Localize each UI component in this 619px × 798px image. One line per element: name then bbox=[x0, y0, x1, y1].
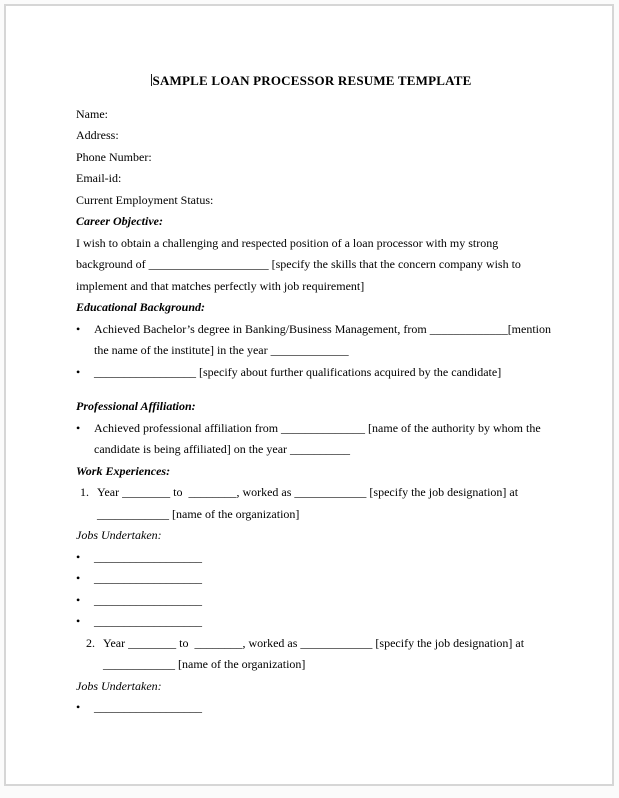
career-objective-line-2: background of ____________________ [specify the skills that the concern company wish to bbox=[76, 257, 521, 271]
list-item bbox=[76, 697, 546, 719]
affiliation-bullet-line-2: candidate is being affiliated] on the year __________ bbox=[94, 442, 351, 456]
bullet-icon: • bbox=[76, 420, 81, 435]
list-item bbox=[76, 319, 552, 362]
education-bullet-line-1: Achieved Bachelor’s degree in Banking/Business Management, from _____________[mention bbox=[94, 321, 552, 336]
list-item bbox=[76, 590, 546, 612]
list-item bbox=[76, 611, 546, 633]
work-item2-line-2: ____________ [name of the organization] bbox=[103, 657, 306, 671]
education-bullet2-line-1: _________________ [specify about further qualifications acquired by the candidate] bbox=[94, 364, 502, 379]
section-heading-professional-affiliation: Professional Affiliation: bbox=[76, 399, 196, 413]
bullet-icon: • bbox=[76, 592, 81, 607]
field-name-label: Name: bbox=[76, 106, 108, 121]
field-phone-label: Phone Number: bbox=[76, 149, 152, 164]
bullet-icon: • bbox=[76, 549, 81, 564]
jobs-undertaken-heading-1: Jobs Undertaken: bbox=[76, 528, 162, 542]
field-address-label: Address: bbox=[76, 128, 119, 142]
blank-paragraph-spacer bbox=[76, 383, 546, 396]
bullet-icon: • bbox=[76, 700, 81, 714]
affiliation-bullet-line-1: Achieved professional affiliation from ______________ [name of the authority by whom the bbox=[94, 420, 541, 435]
document-title: SAMPLE LOAN PROCESSOR RESUME TEMPLATE bbox=[152, 73, 472, 88]
document-title-line bbox=[76, 70, 546, 92]
job-blank-line: __________________ bbox=[94, 549, 202, 564]
list-item-text bbox=[103, 633, 546, 676]
education-bullet-line-2: the name of the institute] in the year _____________ bbox=[94, 343, 349, 357]
bullet-icon: • bbox=[76, 364, 81, 379]
numbered-list-item bbox=[80, 482, 546, 525]
section-heading-career-objective: Career Objective: bbox=[76, 214, 163, 228]
bullet-icon: • bbox=[76, 571, 81, 585]
section-heading-work-experiences: Work Experiences: bbox=[76, 463, 171, 478]
job-blank-line: __________________ bbox=[94, 592, 202, 607]
work-item1-line-1: Year ________ to ________, worked as ____________ [specify the job designation] at bbox=[97, 485, 519, 499]
text-cursor-caret bbox=[151, 74, 152, 86]
list-item-text bbox=[94, 362, 546, 384]
section-heading-educational-background: Educational Background: bbox=[76, 300, 206, 314]
list-item-text bbox=[94, 418, 546, 461]
work-item2-line-1: Year ________ to ________, worked as ____________ [specify the job designation] at bbox=[103, 635, 525, 650]
document-page[interactable] bbox=[4, 4, 614, 786]
jobs-undertaken-heading-2: Jobs Undertaken: bbox=[76, 678, 162, 693]
list-item bbox=[76, 547, 546, 569]
job-blank-line: __________________ bbox=[94, 571, 202, 585]
list-item bbox=[76, 362, 546, 384]
bullet-icon: • bbox=[76, 321, 81, 336]
document-content bbox=[6, 6, 612, 719]
list-number: 1. bbox=[80, 485, 89, 499]
field-employment-status-label: Current Employment Status: bbox=[76, 192, 214, 207]
numbered-list-item bbox=[86, 633, 546, 676]
work-item1-line-2: ____________ [name of the organization] bbox=[97, 506, 300, 521]
list-item bbox=[76, 568, 546, 590]
job-blank-line: __________________ bbox=[94, 614, 202, 628]
career-objective-line-1: I wish to obtain a challenging and respected position of a loan processor with my strong bbox=[76, 235, 499, 250]
field-email-label: Email-id: bbox=[76, 171, 122, 185]
bullet-icon: • bbox=[76, 614, 81, 628]
list-item bbox=[76, 418, 546, 461]
job-blank-line: __________________ bbox=[94, 700, 202, 714]
list-item-text bbox=[97, 482, 546, 525]
career-objective-line-3: implement and that matches perfectly with job requirement] bbox=[76, 278, 365, 293]
list-number: 2. bbox=[86, 635, 95, 650]
list-item-text bbox=[94, 319, 552, 362]
